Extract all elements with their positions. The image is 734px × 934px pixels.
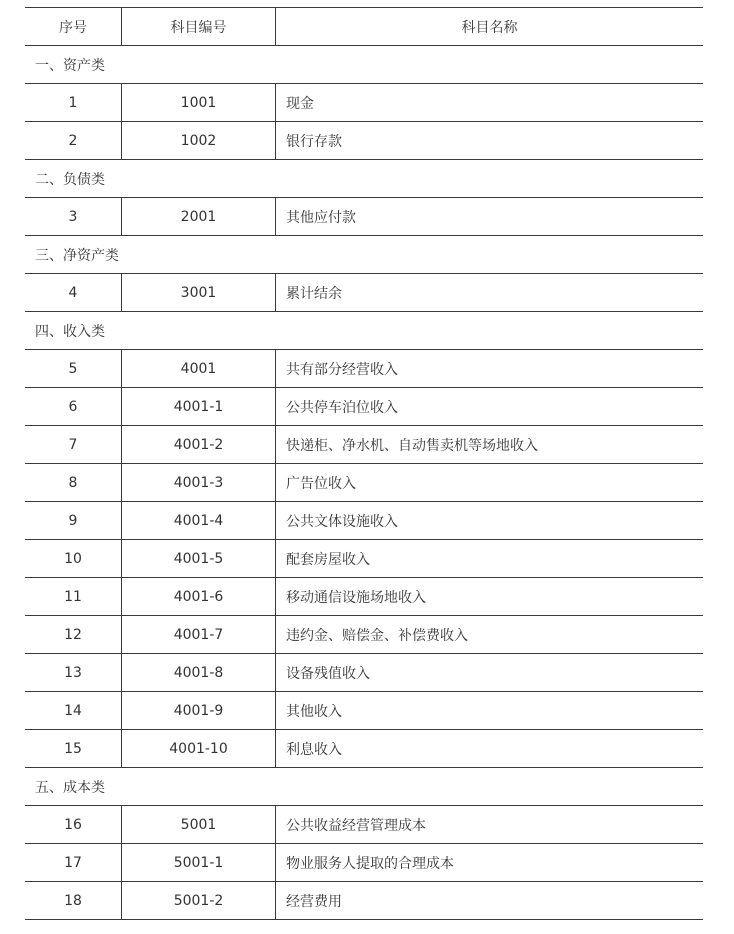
account-code-cell: 4001-10 (122, 730, 276, 768)
account-name-cell: 共有部分经营收入 (276, 350, 704, 388)
serial-no-cell: 6 (25, 388, 122, 426)
header-account-name: 科目名称 (276, 8, 704, 46)
serial-no-cell: 11 (25, 578, 122, 616)
account-name-cell: 利息收入 (276, 730, 704, 768)
account-code-cell: 4001-1 (122, 388, 276, 426)
account-name-cell: 物业服务人提取的合理成本 (276, 844, 704, 882)
serial-no-cell: 10 (25, 540, 122, 578)
table-row (25, 84, 703, 122)
category-title: 四、收入类 (25, 312, 703, 350)
category-row (25, 46, 703, 84)
category-row (25, 236, 703, 274)
account-code-cell: 2001 (122, 198, 276, 236)
account-name-cell: 设备残值收入 (276, 654, 704, 692)
account-name-cell: 快递柜、净水机、自动售卖机等场地收入 (276, 426, 704, 464)
account-code-cell: 4001 (122, 350, 276, 388)
account-name-cell: 广告位收入 (276, 464, 704, 502)
table-row (25, 274, 703, 312)
header-account-code: 科目编号 (122, 8, 276, 46)
serial-no-cell: 14 (25, 692, 122, 730)
account-name-cell: 移动通信设施场地收入 (276, 578, 704, 616)
table-row (25, 692, 703, 730)
table-row (25, 730, 703, 768)
serial-no-cell: 16 (25, 806, 122, 844)
serial-no-cell: 8 (25, 464, 122, 502)
account-name-cell: 银行存款 (276, 122, 704, 160)
account-code-cell: 4001-8 (122, 654, 276, 692)
serial-no-cell: 9 (25, 502, 122, 540)
serial-no-cell: 15 (25, 730, 122, 768)
table-row (25, 616, 703, 654)
accounts-table (25, 7, 703, 920)
account-code-cell: 5001-2 (122, 882, 276, 920)
account-code-cell: 4001-4 (122, 502, 276, 540)
serial-no-cell: 18 (25, 882, 122, 920)
category-row (25, 312, 703, 350)
serial-no-cell: 17 (25, 844, 122, 882)
account-name-cell: 公共文体设施收入 (276, 502, 704, 540)
serial-no-cell: 3 (25, 198, 122, 236)
table-header-row (25, 8, 703, 46)
serial-no-cell: 5 (25, 350, 122, 388)
serial-no-cell: 13 (25, 654, 122, 692)
serial-no-cell: 12 (25, 616, 122, 654)
table-row (25, 654, 703, 692)
category-title: 一、资产类 (25, 46, 703, 84)
table-row (25, 464, 703, 502)
account-code-cell: 5001 (122, 806, 276, 844)
account-code-cell: 1002 (122, 122, 276, 160)
account-name-cell: 配套房屋收入 (276, 540, 704, 578)
table-row (25, 426, 703, 464)
table-body (25, 46, 703, 920)
account-code-cell: 4001-6 (122, 578, 276, 616)
category-title: 三、净资产类 (25, 236, 703, 274)
table-row (25, 882, 703, 920)
account-name-cell: 其他收入 (276, 692, 704, 730)
serial-no-cell: 2 (25, 122, 122, 160)
account-code-cell: 5001-1 (122, 844, 276, 882)
table-row (25, 350, 703, 388)
account-name-cell: 公共停车泊位收入 (276, 388, 704, 426)
account-name-cell: 现金 (276, 84, 704, 122)
table-row (25, 122, 703, 160)
header-serial-no: 序号 (25, 8, 122, 46)
table-row (25, 578, 703, 616)
table-row (25, 844, 703, 882)
account-name-cell: 公共收益经营管理成本 (276, 806, 704, 844)
account-name-cell: 其他应付款 (276, 198, 704, 236)
table-row (25, 806, 703, 844)
category-row (25, 160, 703, 198)
table-row (25, 540, 703, 578)
table-row (25, 198, 703, 236)
account-code-cell: 1001 (122, 84, 276, 122)
category-title: 二、负债类 (25, 160, 703, 198)
category-row (25, 768, 703, 806)
account-name-cell: 违约金、赔偿金、补偿费收入 (276, 616, 704, 654)
account-code-cell: 4001-5 (122, 540, 276, 578)
account-name-cell: 累计结余 (276, 274, 704, 312)
serial-no-cell: 4 (25, 274, 122, 312)
table-row (25, 388, 703, 426)
serial-no-cell: 1 (25, 84, 122, 122)
account-code-cell: 4001-7 (122, 616, 276, 654)
account-name-cell: 经营费用 (276, 882, 704, 920)
account-code-cell: 4001-9 (122, 692, 276, 730)
account-code-cell: 4001-3 (122, 464, 276, 502)
category-title: 五、成本类 (25, 768, 703, 806)
table-row (25, 502, 703, 540)
serial-no-cell: 7 (25, 426, 122, 464)
account-code-cell: 4001-2 (122, 426, 276, 464)
account-code-cell: 3001 (122, 274, 276, 312)
